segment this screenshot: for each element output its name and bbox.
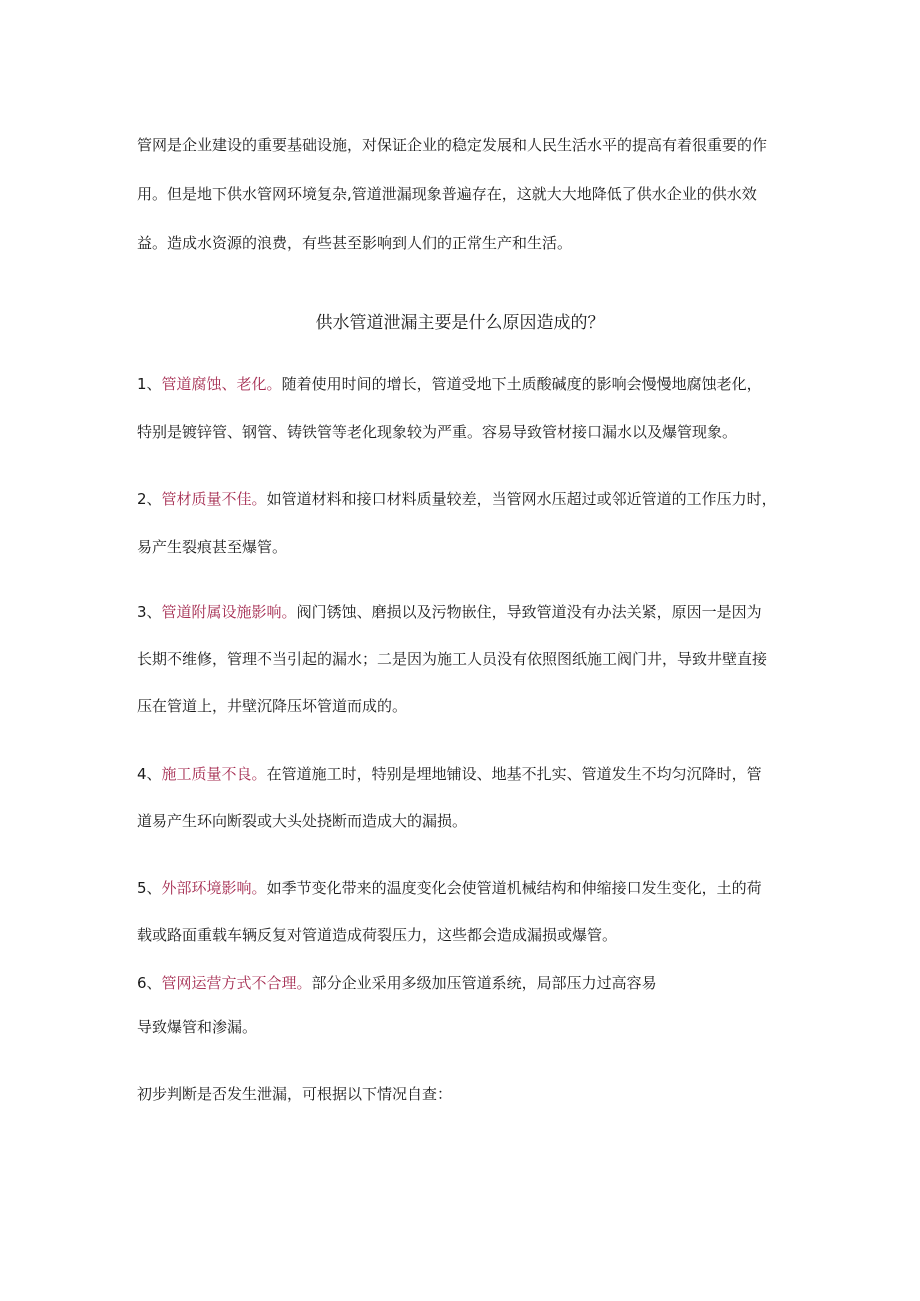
intro-line: 益。造成水资源的浪费，有些甚至影响到人们的正常生产和生活。 (137, 234, 573, 252)
cause-line: 载或路面重载车辆反复对管道造成荷裂压力，这些都会造成漏损或爆管。 (137, 926, 618, 944)
cause-item-4 (137, 767, 797, 829)
cause-text: 如季节变化带来的温度变化会使管道机械结构和伸缩接口发生变化，土的荷 (266, 879, 762, 897)
intro-line: 用。但是地下供水管网环境复杂,管道泄漏现象普遍存在，这就大大地降低了供水企业的供水效 (137, 185, 757, 203)
cause-title: 管网运营方式不合理。 (161, 974, 312, 992)
closing-line: 初步判断是否发生泄漏，可根据以下情况自查： (137, 1085, 453, 1103)
cause-item-6 (137, 976, 797, 1035)
cause-text: 随着使用时间的增长，管道受地下土质酸碱度的影响会慢慢地腐蚀老化， (281, 375, 762, 393)
cause-item-1 (137, 377, 797, 440)
cause-number: 2、 (137, 490, 162, 508)
cause-text: 阀门锈蚀、磨损以及污物嵌住，导致管道没有办法关紧，原因一是因为 (296, 603, 762, 621)
section-heading: 供水管道泄漏主要是什么原因造成的？ (315, 313, 605, 333)
cause-number: 4、 (137, 765, 162, 783)
cause-text: 部分企业采用多级加压管道系统，局部压力过高容易 (311, 974, 657, 992)
cause-line: 压在管道上，井壁沉降压坏管道而成的。 (137, 697, 408, 715)
cause-number: 5、 (137, 879, 162, 897)
cause-line: 导致爆管和渗漏。 (137, 1018, 258, 1036)
cause-first-line (137, 976, 797, 991)
cause-line: 易产生裂痕甚至爆管。 (137, 538, 288, 556)
cause-title: 管道腐蚀、老化。 (161, 375, 282, 393)
cause-line: 长期不维修，管理不当引起的漏水；二是因为施工人员没有依照图纸施工阀门井，导致井壁直接 (137, 650, 768, 668)
cause-title: 施工质量不良。 (161, 765, 267, 783)
cause-first-line (137, 377, 797, 392)
cause-line: 道易产生环向断裂或大头处挠断而造成大的漏损。 (137, 812, 468, 830)
cause-item-3 (137, 605, 797, 714)
cause-number: 3、 (137, 603, 162, 621)
intro-line: 管网是企业建设的重要基础设施，对保证企业的稳定发展和人民生活水平的提高有着很重要的作 (137, 136, 768, 154)
cause-item-5 (137, 881, 797, 943)
closing-paragraph (137, 1087, 797, 1102)
cause-title: 管材质量不佳。 (161, 490, 267, 508)
cause-title: 管道附属设施影响。 (161, 603, 297, 621)
cause-number: 6、 (137, 974, 162, 992)
cause-first-line (137, 881, 797, 896)
cause-first-line (137, 492, 797, 507)
cause-text: 在管道施工时，特别是埋地铺设、地基不扎实、管道发生不均匀沉降时，管 (266, 765, 762, 783)
intro-paragraph (137, 138, 797, 251)
cause-number: 1、 (137, 375, 162, 393)
cause-title: 外部环境影响。 (161, 879, 267, 897)
cause-text: 如管道材料和接口材料质量较差，当管网水压超过或邻近管道的工作压力时， (266, 490, 777, 508)
cause-first-line (137, 605, 797, 620)
cause-line: 特别是镀锌管、钢管、铸铁管等老化现象较为严重。容易导致管材接口漏水以及爆管现象。 (137, 423, 738, 441)
cause-item-2 (137, 492, 797, 555)
cause-first-line (137, 767, 797, 782)
